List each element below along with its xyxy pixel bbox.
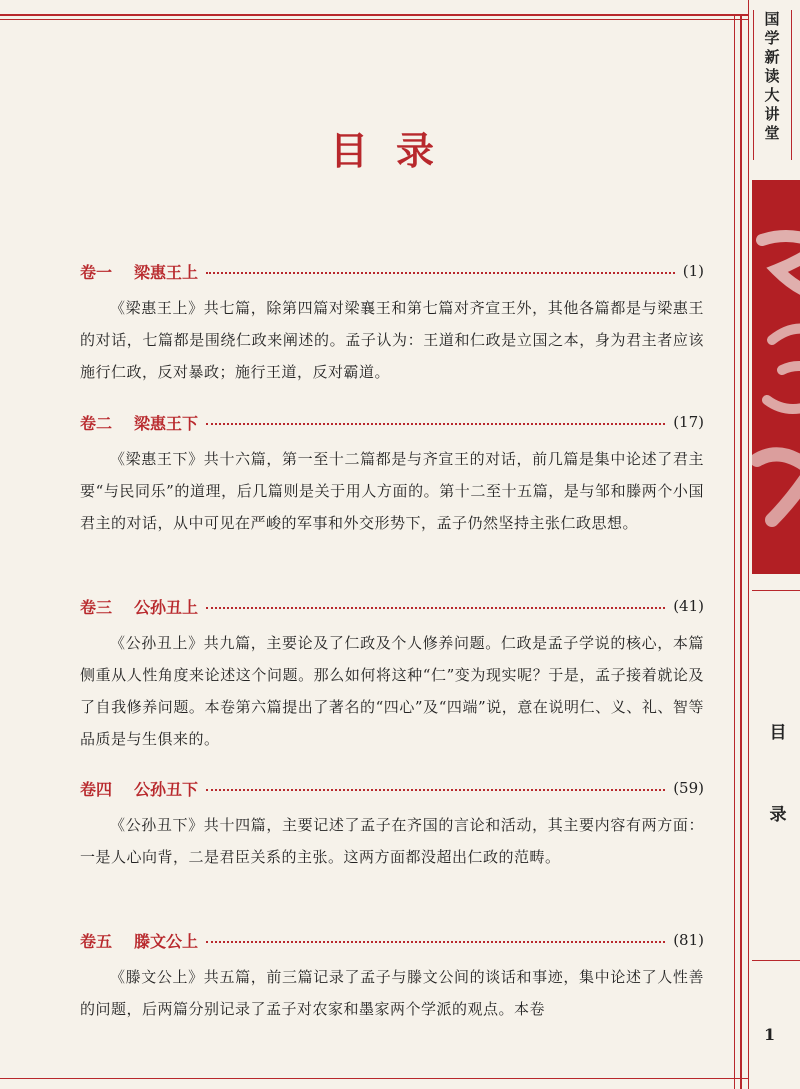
chapter-summary: 《公孙丑上》共九篇，主要论及了仁政及个人修养问题。仁政是孟子学说的核心，本篇侧重从人性角度来论述这个问题。那么如何将这种“仁”变为现实呢？于是，孟子接着就论及了自我修养问题。本卷第六篇提出了著名的“四心”及“四端”说，意在说明仁、义、礼、智等品质是与生俱来的。 xyxy=(80,634,704,748)
toc-entry-4[interactable] xyxy=(80,775,704,873)
frame-right-border xyxy=(734,14,735,1089)
volume-label: 卷四 xyxy=(80,779,113,799)
toc-entry-header xyxy=(80,258,704,284)
frame-top-border xyxy=(0,14,748,16)
toc-entry-3[interactable] xyxy=(80,593,704,755)
volume-label: 卷五 xyxy=(80,931,113,951)
leader-dots xyxy=(206,607,665,609)
side-title-border-right xyxy=(791,10,792,160)
side-divider xyxy=(752,590,800,591)
side-tab-char: 录 xyxy=(769,805,787,825)
page-ref: (17) xyxy=(673,413,704,431)
side-tab-char: 目 xyxy=(769,723,787,743)
chapter-name: 滕文公上 xyxy=(134,931,199,951)
volume-label: 卷三 xyxy=(80,597,113,617)
chapter-summary: 《梁惠王上》共七篇，除第四篇对梁襄王和第七篇对齐宣王外，其他各篇都是与梁惠王的对话，七篇都是围绕仁政来阐述的。孟子认为：王道和仁政是立国之本，身为君主者应该施行仁政，反对暴政；施行王道，反对霸道。 xyxy=(80,299,704,381)
leader-dots xyxy=(206,423,665,425)
chapter-name: 公孙丑上 xyxy=(134,597,199,617)
frame-top-border-inner xyxy=(0,19,748,20)
side-divider xyxy=(752,960,800,961)
toc-entry-header xyxy=(80,775,704,801)
page-ref: (41) xyxy=(673,597,704,615)
toc-entry-5[interactable] xyxy=(80,927,704,1025)
chapter-summary: 《公孙丑下》共十四篇，主要记述了孟子在齐国的言论和活动，其主要内容有两方面：一是人心向背，二是君臣关系的主张。这两方面都没超出仁政的范畴。 xyxy=(80,816,704,866)
volume-label: 卷一 xyxy=(80,262,113,282)
chapter-name: 公孙丑下 xyxy=(134,779,199,799)
chapter-name: 梁惠王下 xyxy=(134,413,199,433)
leader-dots xyxy=(206,272,675,274)
frame-right-border-outer xyxy=(748,0,749,1089)
chapter-summary: 《滕文公上》共五篇，前三篇记录了孟子与滕文公间的谈话和事迹，集中论述了人性善的问题，后两篇分别记录了孟子对农家和墨家两个学派的观点。本卷 xyxy=(80,968,704,1018)
chapter-name: 梁惠王上 xyxy=(134,262,199,282)
leader-dots xyxy=(206,941,665,943)
side-red-band xyxy=(752,180,800,574)
page-ref: (81) xyxy=(673,931,704,949)
chapter-summary: 《梁惠王下》共十六篇，第一至十二篇都是与齐宣王的对话，前几篇是集中论述了君主要“与民同乐”的道理，后几篇则是关于用人方面的。第十二至十五篇，是与邹和滕两个小国君主的对话，从中可见在严峻的军事和外交形势下，孟子仍然坚持主张仁政思想。 xyxy=(80,450,704,532)
toc-entry-1[interactable] xyxy=(80,258,704,388)
leader-dots xyxy=(206,789,665,791)
toc-entry-2[interactable] xyxy=(80,409,704,539)
frame-bottom-border xyxy=(0,1078,748,1079)
page-ref: (1) xyxy=(682,262,704,280)
toc-entry-header xyxy=(80,927,704,953)
volume-label: 卷二 xyxy=(80,413,113,433)
page-number: 1 xyxy=(764,1025,776,1044)
frame-right-border-thick xyxy=(740,14,742,1089)
side-title-border-left xyxy=(753,10,754,160)
calligraphy-brush-icon xyxy=(752,200,800,560)
series-title: 国学新读大讲堂 xyxy=(764,10,780,142)
page-ref: (59) xyxy=(673,779,704,797)
page-title: 目录 xyxy=(330,128,463,173)
toc-entry-header xyxy=(80,409,704,435)
toc-entry-header xyxy=(80,593,704,619)
